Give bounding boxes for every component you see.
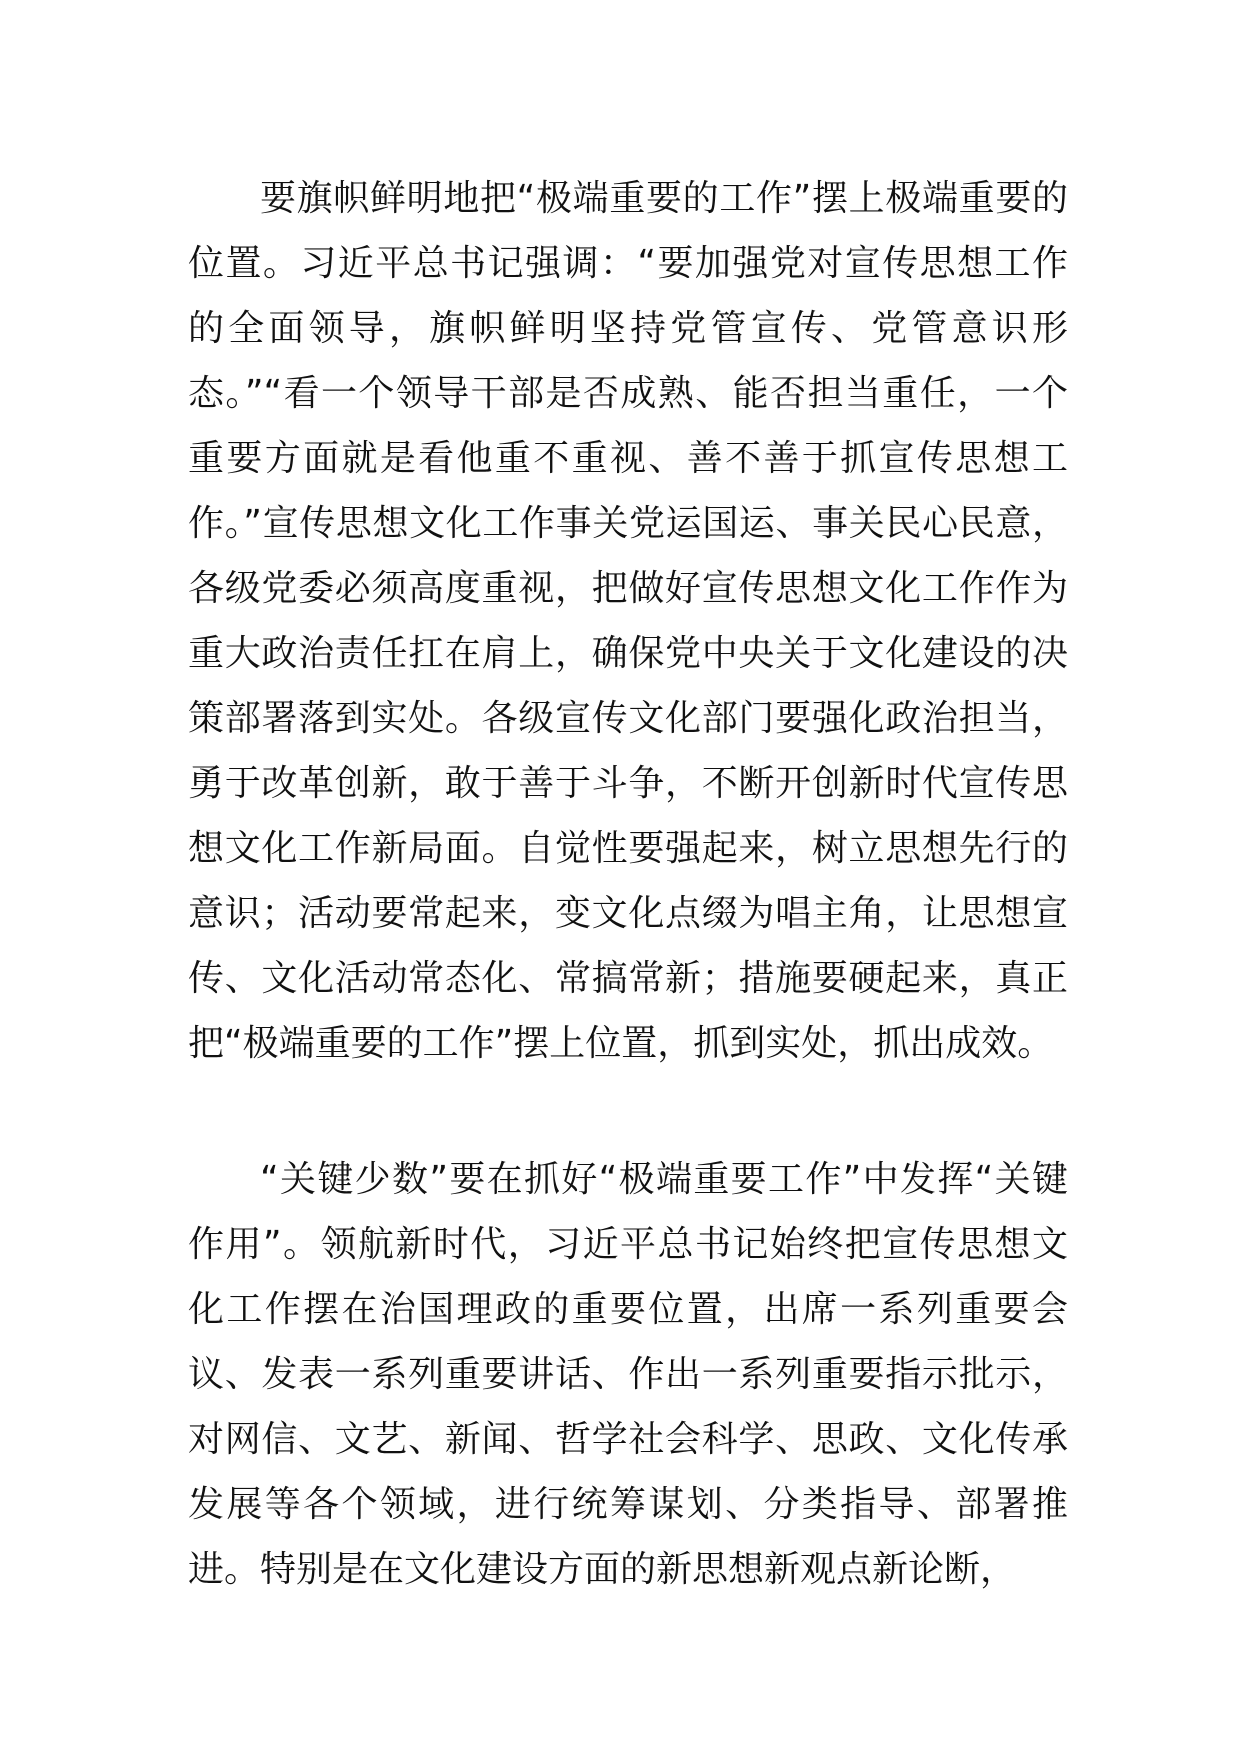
paragraph-1 (188, 166, 1068, 1076)
paragraph-1-text: 要旗帜鲜明地把“极端重要的工作”摆上极端重要的位置。习近平总书记强调：“要加强党对宣传思想工作的全面领导，旗帜鲜明坚持党管宣传、党管意识形态。”“看一个领导干部是否成熟、能否担当重任，一个重要方面就是看他重不重视、善不善于抓宣传思想工作。”宣传思想文化工作事关党运国运、事关民心民意，各级党委必须高度重视，把做好宣传思想文化工作作为重大政治责任扛在肩上，确保党中央关于文化建设的决策部署落到实处。各级宣传文化部门要强化政治担当，勇于改革创新，敢于善于斗争，不断开创新时代宣传思想文化工作新局面。自觉性要强起来，树立思想先行的意识；活动要常起来，变文化点缀为唱主角，让思想宣传、文化活动常态化、常搞常新；措施要硬起来，真正把“极端重要的工作”摆上位置，抓到实处，抓出成效。 (188, 178, 1068, 1064)
paragraph-2-text: “关键少数”要在抓好“极端重要工作”中发挥“关键作用”。领航新时代，习近平总书记始终把宣传思想文化工作摆在治国理政的重要位置，出席一系列重要会议、发表一系列重要讲话、作出一系列重要指示批示，对网信、文艺、新闻、哲学社会科学、思政、文化传承发展等各个领域，进行统筹谋划、分类指导、部署推进。特别是在文化建设方面的新思想新观点新论断， (188, 1159, 1068, 1590)
paragraph-2 (188, 1147, 1068, 1602)
